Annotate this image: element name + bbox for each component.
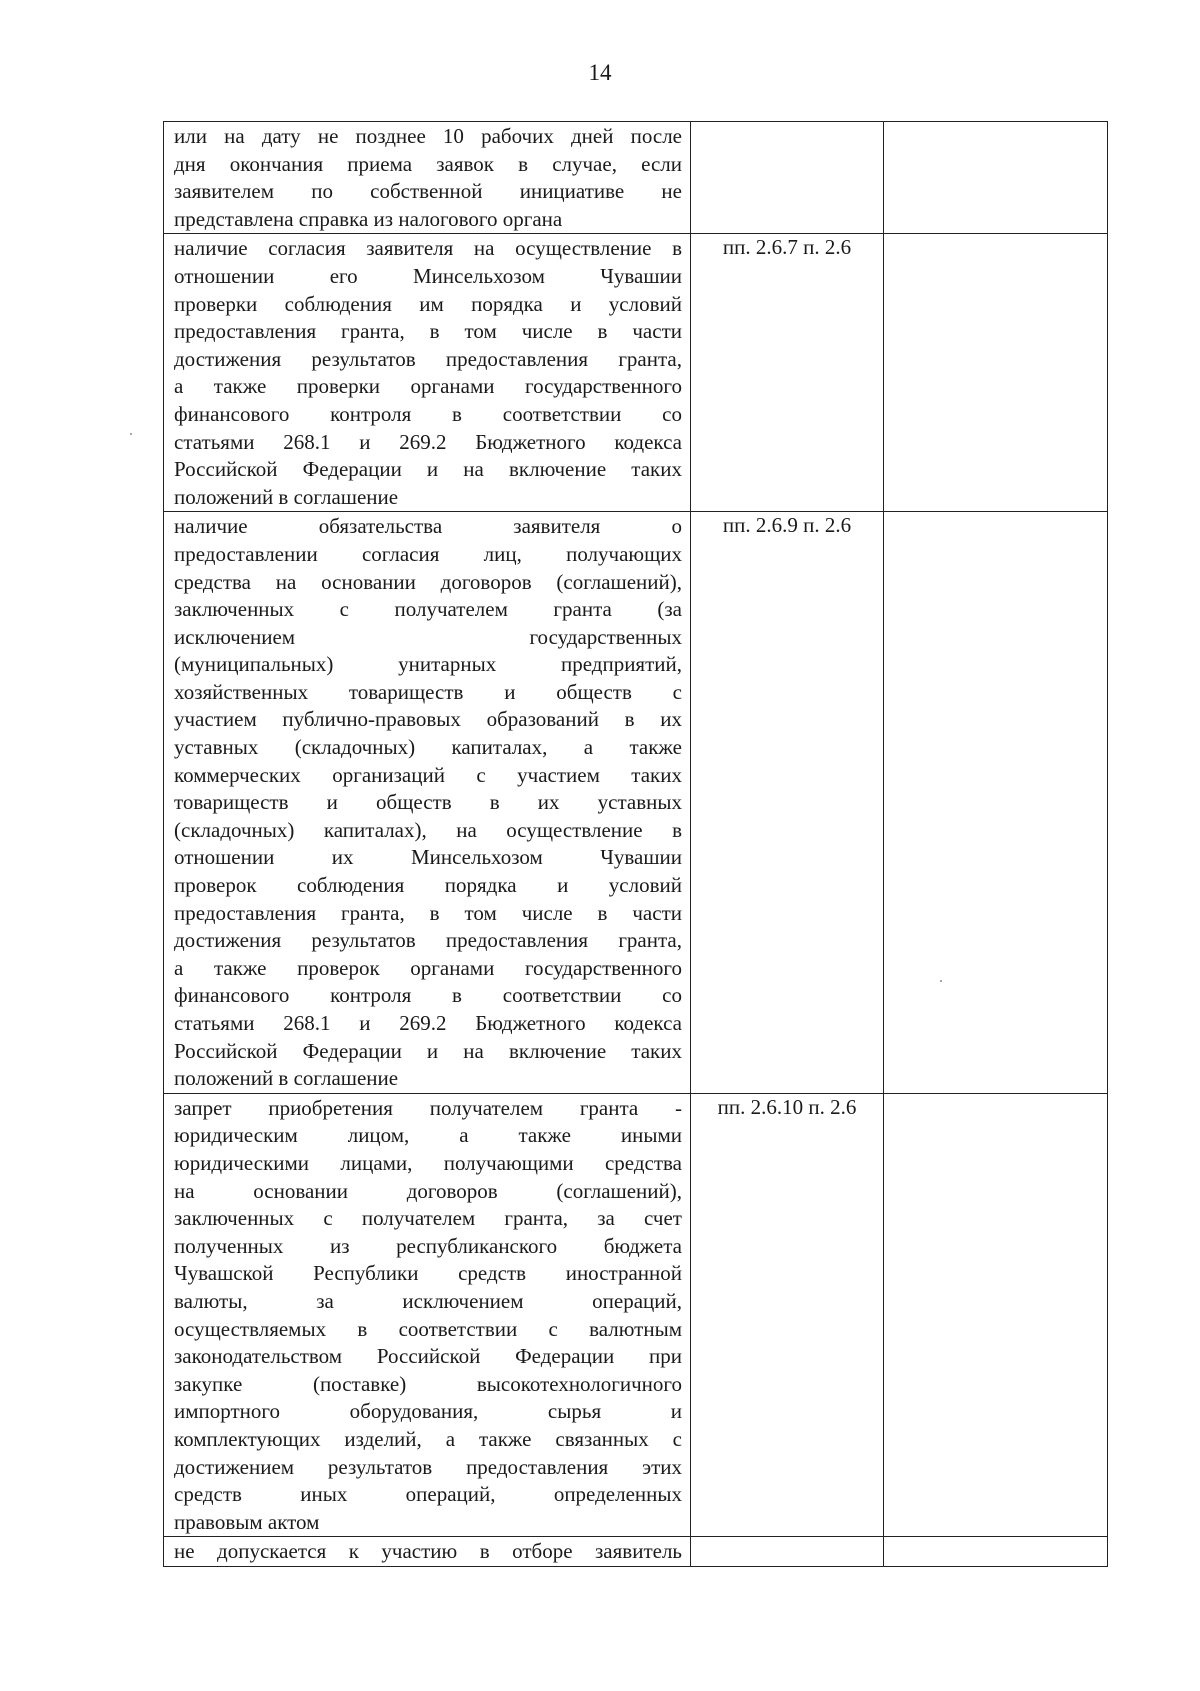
requirement-text-line: заключенных с получателем гранта, за счет: [174, 1206, 682, 1231]
requirement-text-line: коммерческих организаций с участием таких: [174, 762, 682, 787]
requirement-cell: [164, 234, 691, 512]
table-row: [164, 1093, 1108, 1537]
reference-cell: [691, 1537, 884, 1567]
requirement-text-line: положений в соглашение: [174, 1066, 399, 1091]
requirement-cell: [164, 122, 691, 234]
requirement-text-line: заявителем по собственной инициативе не: [174, 179, 682, 204]
requirement-text-line: статьями 268.1 и 269.2 Бюджетного кодекса: [174, 429, 682, 454]
requirement-text-line: а также проверки органами государственного: [174, 374, 682, 399]
requirement-text-line: валюты, за исключением операций,: [174, 1288, 682, 1313]
requirement-text-line: достижения результатов предоставления гранта,: [174, 346, 682, 371]
requirement-text-line: юридическими лицами, получающими средства: [174, 1150, 682, 1175]
reference-cell: пп. 2.6.7 п. 2.6: [691, 234, 884, 512]
requirement-text-line: юридическим лицом, а также иными: [174, 1123, 682, 1148]
requirement-text-line: полученных из республиканского бюджета: [174, 1233, 682, 1258]
requirements-table: [163, 121, 1108, 1567]
requirement-text-line: запрет приобретения получателем гранта -: [174, 1095, 682, 1120]
requirement-text-line: средств иных операций, определенных: [174, 1482, 682, 1507]
requirement-text-line: уставных (складочных) капиталах, а также: [174, 735, 682, 760]
requirement-text-line: финансового контроля в соответствии со: [174, 401, 682, 426]
requirement-text-line: законодательством Российской Федерации при: [174, 1344, 682, 1369]
requirement-text-line: предоставлении согласия лиц, получающих: [174, 541, 682, 566]
reference-cell: [691, 122, 884, 234]
requirement-text-line: предоставления гранта, в том числе в части: [174, 319, 682, 344]
requirement-cell: [164, 512, 691, 1093]
requirement-text-line: не допускается к участию в отборе заявитель: [174, 1539, 682, 1564]
table-row: [164, 1537, 1108, 1567]
requirement-text-line: наличие согласия заявителя на осуществление в: [174, 236, 682, 261]
requirement-text-line: хозяйственных товариществ и обществ с: [174, 679, 682, 704]
requirement-text-line: правовым актом: [174, 1509, 320, 1534]
requirement-text-line: средства на основании договоров (соглашений),: [174, 569, 682, 594]
requirement-text-line: (складочных) капиталах), на осуществление в: [174, 817, 682, 842]
requirement-text-line: статьями 268.1 и 269.2 Бюджетного кодекса: [174, 1011, 682, 1035]
scan-speck: [130, 433, 132, 435]
requirement-text-line: а также проверок органами государственного: [174, 955, 682, 980]
requirement-text-line: финансового контроля в соответствии со: [174, 983, 682, 1008]
requirement-text-line: товариществ и обществ в их уставных: [174, 790, 682, 815]
requirement-text-line: наличие обязательства заявителя о: [174, 514, 682, 539]
empty-cell: [884, 512, 1108, 1093]
requirement-text-line: представлена справка из налогового органа: [174, 206, 563, 231]
requirement-text-line: отношении его Минсельхозом Чувашии: [174, 263, 682, 288]
requirement-text-line: положений в соглашение: [174, 484, 399, 509]
requirement-text-line: или на дату не позднее 10 рабочих дней после: [174, 124, 682, 148]
scan-speck: [940, 980, 942, 982]
requirement-text-line: заключенных с получателем гранта (за: [174, 597, 682, 622]
reference-cell: пп. 2.6.9 п. 2.6: [691, 512, 884, 1093]
requirement-text-line: дня окончания приема заявок в случае, если: [174, 151, 682, 176]
requirement-text-line: предоставления гранта, в том числе в части: [174, 900, 682, 925]
requirement-text-line: отношении их Минсельхозом Чувашии: [174, 845, 682, 870]
reference-cell: пп. 2.6.10 п. 2.6: [691, 1093, 884, 1537]
requirement-text-line: проверок соблюдения порядка и условий: [174, 873, 682, 898]
requirement-text-line: Чувашской Республики средств иностранной: [174, 1261, 682, 1286]
table-row: [164, 122, 1108, 234]
requirement-text-line: комплектующих изделий, а также связанных с: [174, 1426, 682, 1451]
requirement-text-line: (муниципальных) унитарных предприятий,: [174, 652, 682, 677]
requirement-text-line: участием публично-правовых образований в их: [174, 707, 682, 732]
requirement-text-line: закупке (поставке) высокотехнологичного: [174, 1371, 682, 1396]
requirement-cell: [164, 1537, 691, 1567]
requirement-text-line: исключением государственных: [174, 624, 682, 649]
empty-cell: [884, 1093, 1108, 1537]
requirement-text-line: достижением результатов предоставления этих: [174, 1454, 682, 1479]
requirement-cell: [164, 1093, 691, 1537]
empty-cell: [884, 1537, 1108, 1567]
requirement-text-line: импортного оборудования, сырья и: [174, 1399, 682, 1424]
requirement-text-line: достижения результатов предоставления гранта,: [174, 928, 682, 953]
table-row: [164, 512, 1108, 1093]
table-row: [164, 234, 1108, 512]
empty-cell: [884, 122, 1108, 234]
page-number: 14: [588, 60, 612, 85]
empty-cell: [884, 234, 1108, 512]
requirement-text-line: осуществляемых в соответствии с валютным: [174, 1316, 682, 1341]
requirement-text-line: Российской Федерации и на включение таких: [174, 1038, 682, 1063]
requirement-text-line: на основании договоров (соглашений),: [174, 1178, 682, 1203]
requirement-text-line: Российской Федерации и на включение таких: [174, 457, 682, 482]
requirement-text-line: проверки соблюдения им порядка и условий: [174, 291, 682, 316]
